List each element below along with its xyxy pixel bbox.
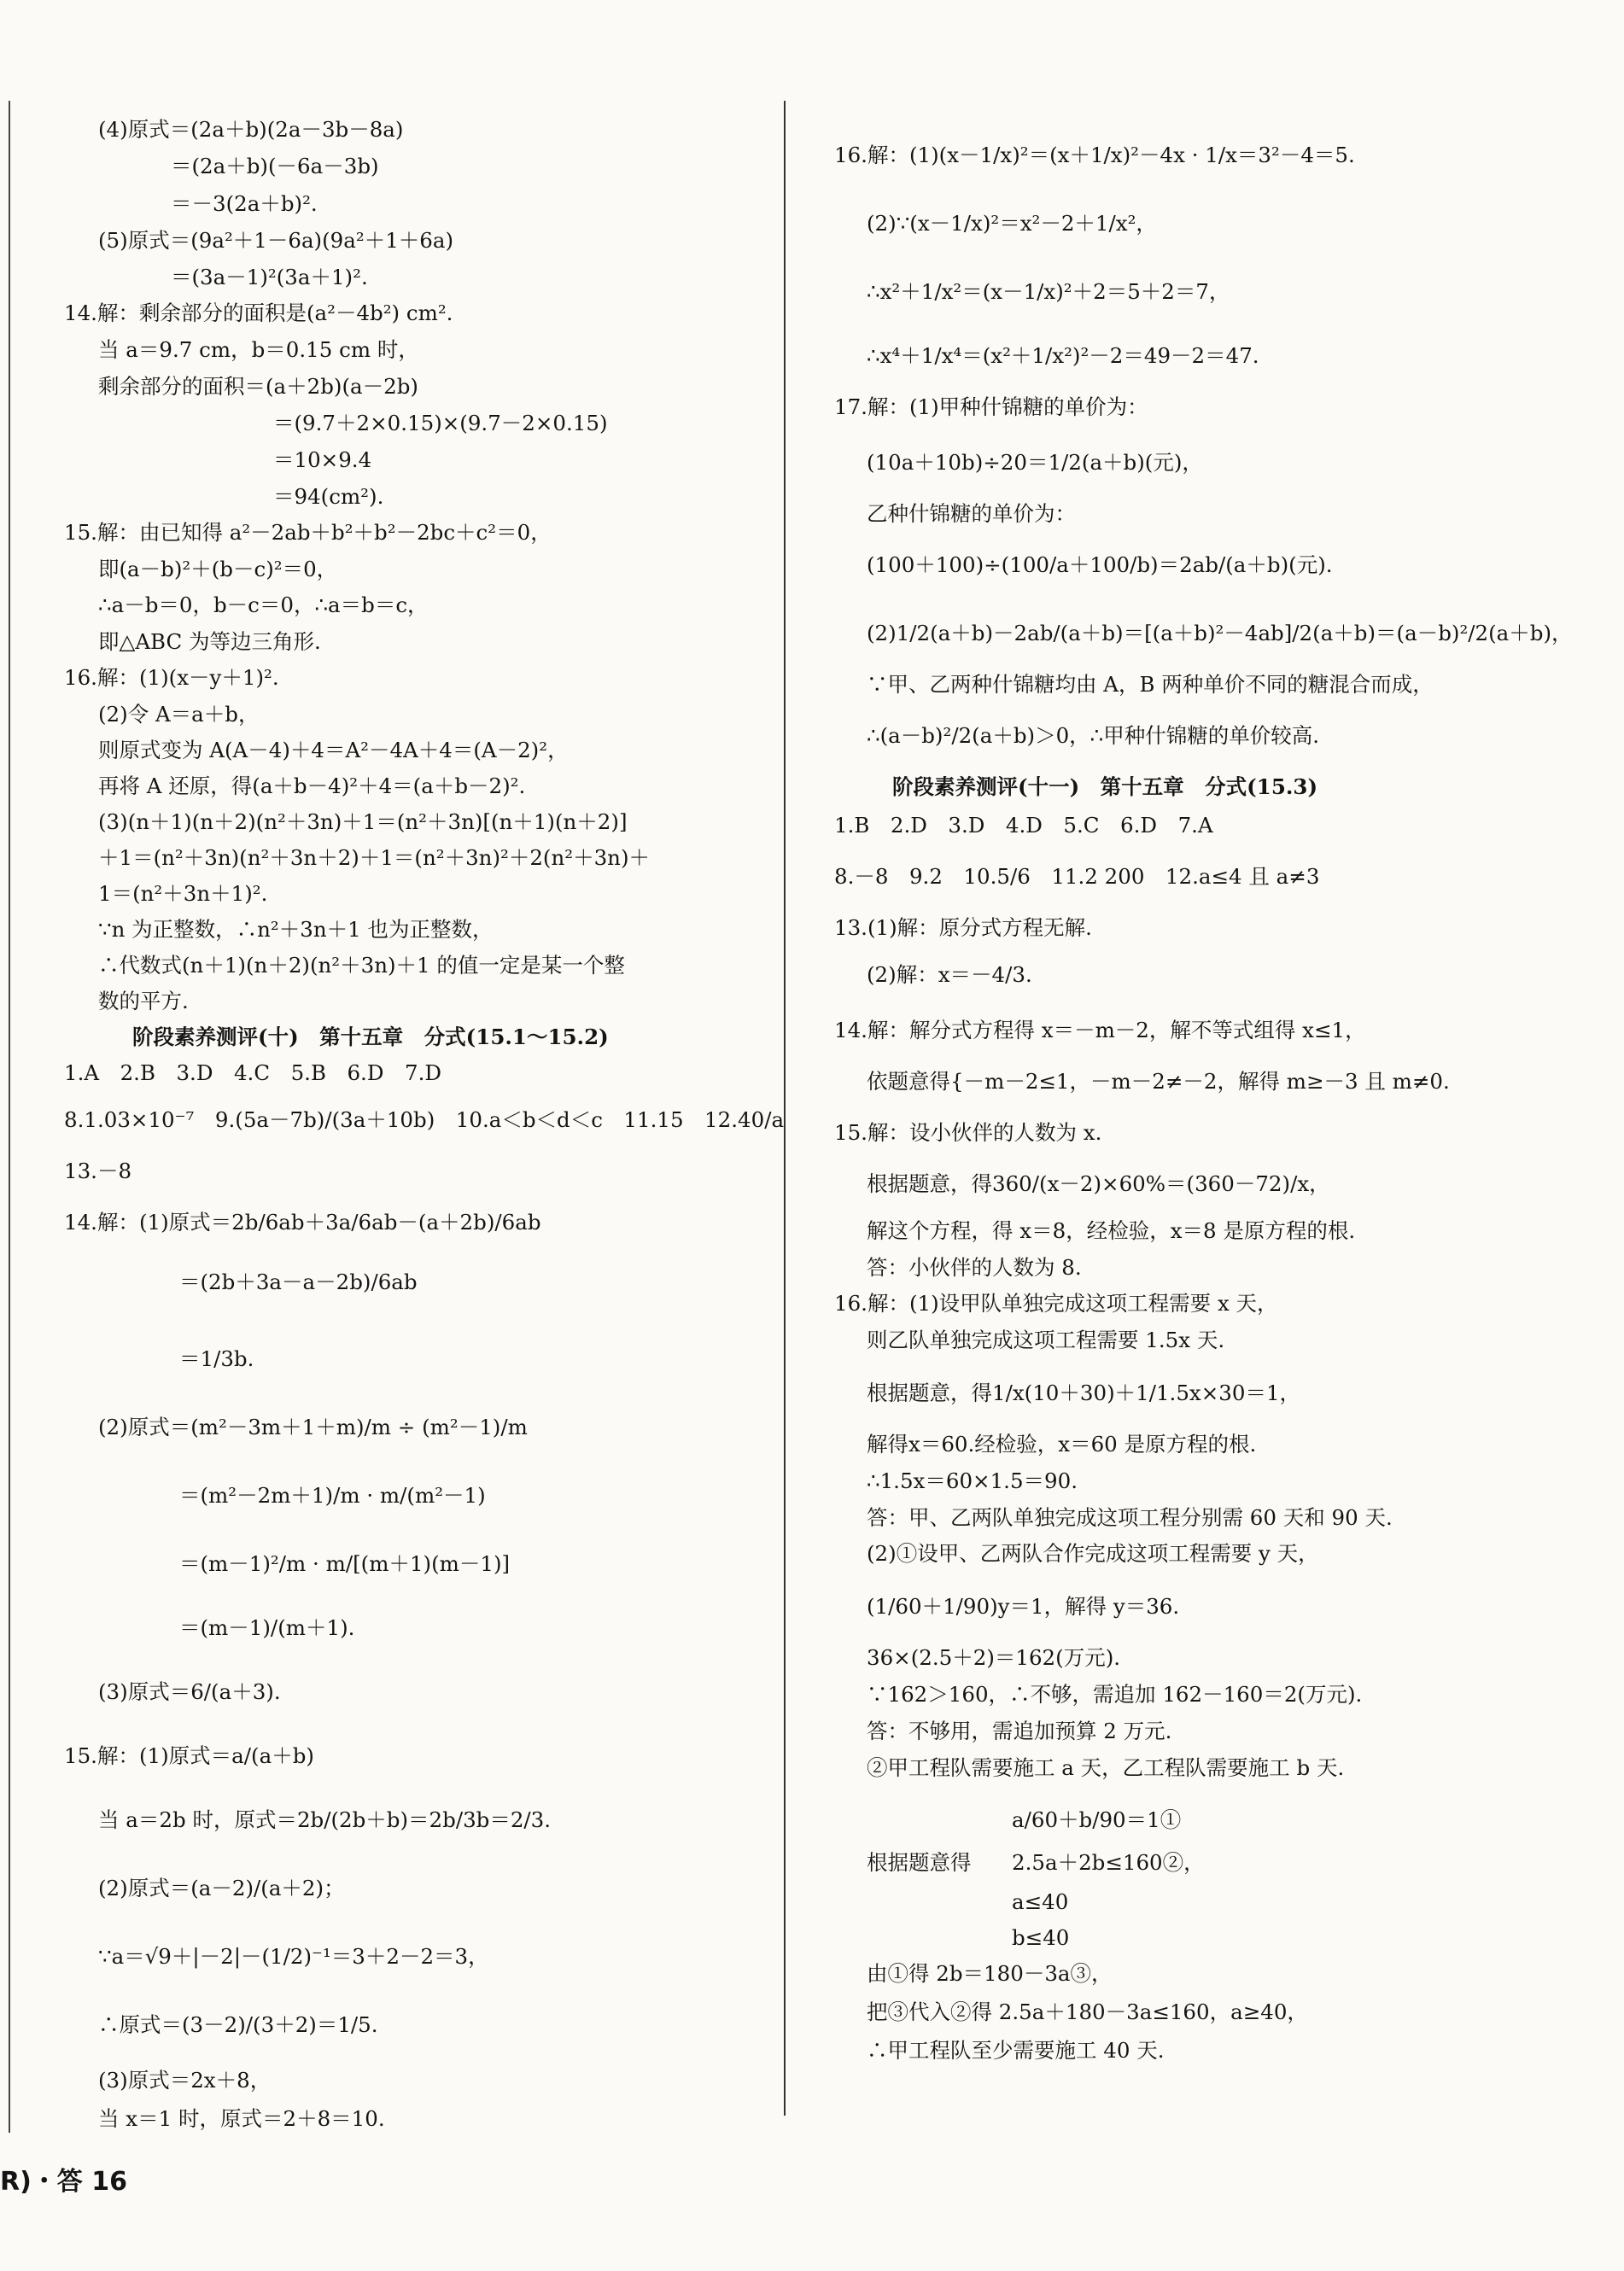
left-column-line: ∴代数式(n＋1)(n＋2)(n²＋3n)＋1 的值一定是某一个整 (98, 953, 625, 978)
right-column-line: ∵甲、乙两种什锦糖均由 A，B 两种单价不同的糖混合而成， (867, 672, 1434, 697)
right-column-line: 答：不够用，需追加预算 2 万元. (867, 1719, 1172, 1743)
left-column-line: (3)(n＋1)(n＋2)(n²＋3n)＋1＝(n²＋3n)[(n＋1)(n＋2)] (98, 809, 628, 834)
left-column-line: 15.解：(1)原式＝a/(a＋b) (64, 1743, 314, 1768)
right-column-line: 14.解：解分式方程得 x＝－m－2，解不等式组得 x≤1， (834, 1018, 1366, 1042)
right-column-line: 答：甲、乙两队单独完成这项工程分别需 60 天和 90 天. (867, 1505, 1393, 1530)
right-column-line: ②甲工程队需要施工 a 天，乙工程队需要施工 b 天. (867, 1755, 1345, 1780)
right-column-line: ∴x⁴＋1/x⁴＝(x²＋1/x²)²－2＝49－2＝47. (867, 343, 1259, 368)
right-column-line: 15.解：设小伙伴的人数为 x. (834, 1120, 1102, 1145)
right-column-line: 2.5a＋2b≤160②， (1012, 1850, 1205, 1875)
left-column-line: 即(a－b)²＋(b－c)²＝0， (98, 557, 338, 581)
right-column-line: b≤40 (1012, 1925, 1070, 1950)
right-column-line: ∵162＞160，∴不够，需追加 162－160＝2(万元). (867, 1682, 1363, 1707)
right-column-line: 36×(2.5＋2)＝162(万元). (867, 1645, 1121, 1670)
right-column-line: (2)解：x＝－4/3. (867, 962, 1032, 987)
left-column-line: 则原式变为 A(A－4)＋4＝A²－4A＋4＝(A－2)²， (98, 738, 569, 762)
left-column-line: ∴原式＝(3－2)/(3＋2)＝1/5. (98, 2012, 378, 2037)
right-column-line: 8.－8 9.2 10.5/6 11.2 200 12.a≤4 且 a≠3 (834, 864, 1320, 889)
right-column-line: 根据题意得 (867, 1850, 972, 1875)
right-column-line: 根据题意，得1/x(10＋30)＋1/1.5x×30＝1， (867, 1381, 1301, 1405)
right-column-line: 乙种什锦糖的单价为： (867, 501, 1076, 526)
right-column-line: a/60＋b/90＝1① (1012, 1807, 1182, 1832)
right-column-line: (2)∵(x－1/x)²＝x²－2＋1/x²， (867, 211, 1157, 236)
right-column-line: (10a＋10b)÷20＝1/2(a＋b)(元)， (867, 450, 1203, 475)
left-column-line: ＝(2b＋3a－a－2b)/6ab (179, 1270, 418, 1294)
left-column-line: (4)原式＝(2a＋b)(2a－3b－8a) (98, 117, 404, 142)
left-column-line: ∵n 为正整数，∴n²＋3n＋1 也为正整数， (98, 917, 494, 942)
left-column-line: 14.解：剩余部分的面积是(a²－4b²) cm². (64, 301, 453, 325)
left-column-line: ＝(9.7＋2×0.15)×(9.7－2×0.15) (273, 411, 608, 435)
left-column-line: 当 x＝1 时，原式＝2＋8＝10. (98, 2106, 385, 2131)
left-column-line: 16.解：(1)(x－y＋1)². (64, 665, 279, 690)
left-column-line: 数的平方. (98, 989, 189, 1013)
right-column-line: 16.解：(1)(x－1/x)²＝(x＋1/x)²－4x · 1/x＝3²－4＝5. (834, 143, 1355, 167)
left-column-line: ＝(2a＋b)(－6a－3b) (171, 154, 379, 178)
right-column-line: 解这个方程，得 x＝8，经检验，x＝8 是原方程的根. (867, 1218, 1356, 1243)
right-column-line: 1.B 2.D 3.D 4.D 5.C 6.D 7.A (834, 813, 1213, 838)
right-column-line: 13.(1)解：原分式方程无解. (834, 915, 1092, 940)
right-column-line: 答：小伙伴的人数为 8. (867, 1255, 1082, 1280)
left-column-line: 1＝(n²＋3n＋1)². (98, 881, 268, 906)
right-column-line: 16.解：(1)设甲队单独完成这项工程需要 x 天， (834, 1291, 1278, 1316)
right-column-line: ∴x²＋1/x²＝(x－1/x)²＋2＝5＋2＝7， (867, 279, 1230, 304)
left-column-line: 15.解：由已知得 a²－2ab＋b²＋b²－2bc＋c²＝0， (64, 520, 552, 545)
right-column-line: 阶段素养测评(十一) 第十五章 分式(15.3) (892, 774, 1318, 799)
left-column-line: (2)原式＝(a－2)/(a＋2)； (98, 1876, 345, 1900)
right-column-line: 根据题意，得360/(x－2)×60%＝(360－72)/x， (867, 1171, 1330, 1196)
page-edge-line (9, 101, 10, 2133)
right-column-line: 17.解：(1)甲种什锦糖的单价为： (834, 394, 1148, 419)
left-column-line: 8.1.03×10⁻⁷ 9.(5a－7b)/(3a＋10b) 10.a＜b＜d＜c 11.15 12.40/a (64, 1107, 785, 1132)
left-column-line: (2)原式＝(m²－3m＋1＋m)/m ÷ (m²－1)/m (98, 1415, 528, 1439)
left-column-line: 14.解：(1)原式＝2b/6ab＋3a/6ab－(a＋2b)/6ab (64, 1210, 541, 1235)
left-column-line: 1.A 2.B 3.D 4.C 5.B 6.D 7.D (64, 1060, 442, 1085)
right-column-line: (2)1/2(a＋b)－2ab/(a＋b)＝[(a＋b)²－4ab]/2(a＋b)＝(a－b)²/2(a＋b)， (867, 621, 1573, 645)
left-column-line: 阶段素养测评(十) 第十五章 分式(15.1～15.2) (132, 1025, 609, 1049)
right-column-line: a≤40 (1012, 1889, 1069, 1914)
left-column-line: ∵a＝√9＋|－2|－(1/2)⁻¹＝3＋2－2＝3， (98, 1944, 489, 1969)
right-column-line: 解得x＝60.经检验，x＝60 是原方程的根. (867, 1432, 1257, 1457)
right-column-line: 依题意得{－m－2≤1，－m－2≠－2，解得 m≥－3 且 m≠0. (867, 1069, 1450, 1094)
right-column-line: 把③代入②得 2.5a＋180－3a≤160，a≥40， (867, 2000, 1308, 2024)
left-column-line: ＝1/3b. (179, 1346, 254, 1371)
left-column-line: (5)原式＝(9a²＋1－6a)(9a²＋1＋6a) (98, 228, 454, 253)
right-column-line: ∴(a－b)²/2(a＋b)＞0，∴甲种什锦糖的单价较高. (867, 723, 1320, 748)
left-column-line: 再将 A 还原，得(a＋b－4)²＋4＝(a＋b－2)². (98, 774, 526, 798)
left-column-line: 13.－8 (64, 1159, 132, 1183)
left-column-line: (3)原式＝6/(a＋3). (98, 1679, 281, 1704)
right-column-line: (100＋100)÷(100/a＋100/b)＝2ab/(a＋b)(元). (867, 552, 1333, 577)
right-column-line: ∴1.5x＝60×1.5＝90. (867, 1468, 1078, 1493)
page-footer: R)・答 16 (0, 2167, 128, 2197)
left-column-line: ＝94(cm²). (273, 484, 384, 509)
left-column-line: ＝(m－1)²/m · m/[(m＋1)(m－1)] (179, 1551, 511, 1576)
right-column-line: 则乙队单独完成这项工程需要 1.5x 天. (867, 1328, 1225, 1352)
left-column-line: (2)令 A＝a＋b， (98, 702, 260, 727)
left-column-line: 当 a＝2b 时，原式＝2b/(2b＋b)＝2b/3b＝2/3. (98, 1807, 552, 1832)
left-column-line: ＝10×9.4 (273, 447, 372, 472)
right-column-line: ∴甲工程队至少需要施工 40 天. (867, 2038, 1165, 2063)
right-column-line: (2)①设甲、乙两队合作完成这项工程需要 y 天， (867, 1541, 1319, 1566)
left-column-line: ＋1＝(n²＋3n)(n²＋3n＋2)＋1＝(n²＋3n)²＋2(n²＋3n)＋ (98, 845, 651, 870)
left-column-line: ＝(m²－2m＋1)/m · m/(m²－1) (179, 1483, 486, 1508)
left-column-line: (3)原式＝2x＋8， (98, 2068, 272, 2093)
left-column-line: ＝－3(2a＋b)². (171, 191, 318, 216)
left-column-line: ∴a－b＝0，b－c＝0，∴a＝b＝c， (98, 593, 429, 617)
right-column-line: (1/60＋1/90)y＝1，解得 y＝36. (867, 1594, 1180, 1619)
right-column-line: 由①得 2b＝180－3a③， (867, 1961, 1113, 1986)
left-column-line: 剩余部分的面积＝(a＋2b)(a－2b) (98, 374, 418, 399)
left-column-line: 即△ABC 为等边三角形. (98, 629, 321, 654)
left-column-line: ＝(m－1)/(m＋1). (179, 1615, 355, 1640)
left-column-line: ＝(3a－1)²(3a＋1)². (171, 265, 368, 289)
left-column-line: 当 a＝9.7 cm，b＝0.15 cm 时， (98, 337, 419, 362)
column-divider (784, 101, 786, 2116)
